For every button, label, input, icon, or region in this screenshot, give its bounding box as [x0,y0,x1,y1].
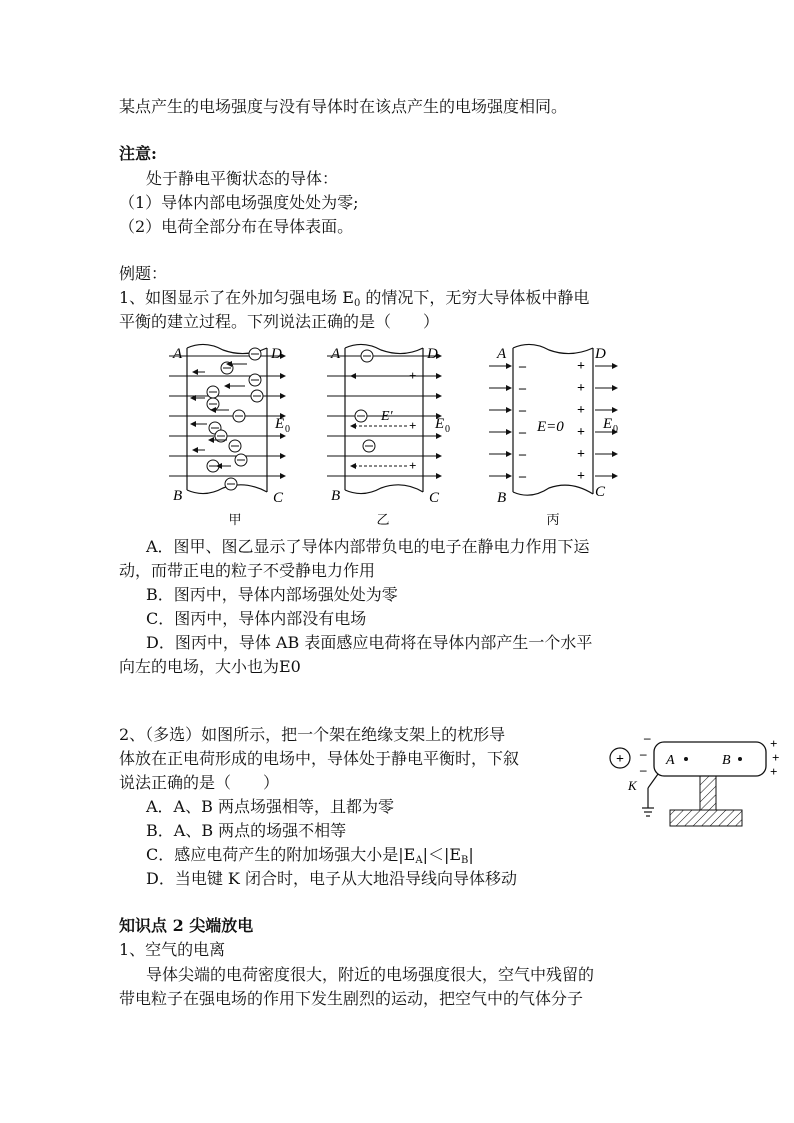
svg-text:–: – [519,425,526,440]
note-intro: 处于静电平衡状态的导体： [146,169,339,188]
point-b-label: B [722,753,731,768]
q2-figure [604,728,784,832]
caption-jia: 甲 [228,512,242,527]
svg-text:0: 0 [613,424,618,435]
label-eprime: E′ [381,409,393,424]
q1-stem-line2: 平衡的建立过程。下列说法正确的是（ ） [119,312,440,331]
q1-option-c: C．图丙中，导体内部没有电场 [146,609,367,628]
svg-text:–: – [640,762,647,777]
example-title: 例题： [119,264,168,283]
svg-text:E: E [603,416,613,432]
svg-text:E: E [435,416,445,432]
section2-sub1: 1、空气的电离 [119,940,226,959]
label-e0: E [275,416,285,432]
label-d: D [271,346,282,362]
section2-para-line1: 导体尖端的电荷密度很大，附近的电场强度很大，空气中残留的 [146,965,595,984]
svg-text:–: – [644,730,651,745]
q2-option-d: D．当电键 K 闭合时，电子从大地沿导线向导体移动 [146,869,517,888]
svg-text:–: – [519,447,526,462]
svg-text:–: – [640,746,647,761]
svg-text:B: B [497,490,507,506]
svg-text:+: + [577,359,585,374]
svg-text:C: C [429,490,440,506]
q1-option-a-line2: 动，而带正电的粒子不受静电力作用 [119,561,376,580]
q1-option-d-line2: 向左的电场，大小也为E0 [119,657,301,676]
section2-title: 知识点 2 尖端放电 [119,916,254,935]
svg-text:D: D [595,346,606,362]
svg-text:+: + [409,458,417,473]
caption-bing: 丙 [546,512,560,527]
q2-option-a: A．A、B 两点场强相等，且都为零 [146,797,394,816]
q1-stem-line1: 1、如图显示了在外加匀强电场 $E_0$ 的情况下，无穷大导体板中静电 [119,288,590,309]
label-b: B [173,488,183,504]
svg-text:C: C [595,484,606,500]
svg-text:+: + [616,752,624,767]
label-e-zero: E=0 [537,419,564,435]
svg-text:+: + [772,750,780,765]
svg-text:+: + [577,403,585,418]
q2-stem-line2: 体放在正电荷形成的电场中，导体处于静电平衡时，下叙 [119,749,520,768]
svg-text:B: B [331,488,341,504]
svg-text:+: + [577,469,585,484]
svg-text:+: + [577,425,585,440]
switch-k-icon [648,774,658,788]
svg-text:+: + [577,447,585,462]
q2-option-c: C．感应电荷产生的附加场强大小是$|E_A|<|E_B|$ [146,845,474,866]
switch-k-label: K [628,778,637,793]
panel-jia [169,344,290,527]
point-a-label: A [666,753,675,768]
q2-option-b: B．A、B 两点的场强不相等 [146,821,347,840]
svg-text:–: – [519,403,526,418]
note-item-1: （1）导体内部电场强度处处为零; [119,193,359,212]
svg-text:D: D [427,346,438,362]
note-title: 注意: [119,144,157,163]
section2-para-line2: 带电粒子在强电场的作用下发生剧烈的运动，把空气中的气体分子 [119,989,584,1008]
svg-text:–: – [519,359,526,374]
note-item-2: （2）电荷全部分布在导体表面。 [119,217,354,236]
q1-option-a-line1: A．图甲、图乙显示了导体内部带负电的电子在静电力作用下运 [146,537,590,556]
svg-text:A: A [497,346,507,362]
svg-text:0: 0 [445,424,450,435]
label-c: C [273,490,284,506]
panel-bing [489,344,618,527]
svg-text:+: + [409,418,417,433]
label-a: A [173,346,183,362]
caption-yi: 乙 [376,512,390,527]
svg-text:A: A [331,346,341,362]
svg-text:+: + [577,381,585,396]
insulating-stand [700,776,716,810]
top-line: 某点产生的电场强度与没有导体时在该点产生的电场强度相同。 [119,97,568,116]
q1-option-b: B．图丙中，导体内部场强处处为零 [146,585,398,604]
q2-stem-line1: 2、（多选）如图所示，把一个架在绝缘支架上的枕形导 [119,725,506,744]
q1-figure [165,340,635,530]
panel-yi [327,344,450,527]
label-e0-sub: 0 [285,424,290,435]
svg-text:+: + [409,368,417,383]
stand-base [670,810,742,826]
svg-text:+: + [770,764,778,779]
q2-stem-line3: 说法正确的是（ ） [119,773,280,792]
svg-text:+: + [770,736,778,751]
q1-option-d-line1: D．图丙中，导体 AB 表面感应电荷将在导体内部产生一个水平 [146,633,593,652]
svg-text:–: – [519,381,526,396]
svg-text:–: – [519,469,526,484]
